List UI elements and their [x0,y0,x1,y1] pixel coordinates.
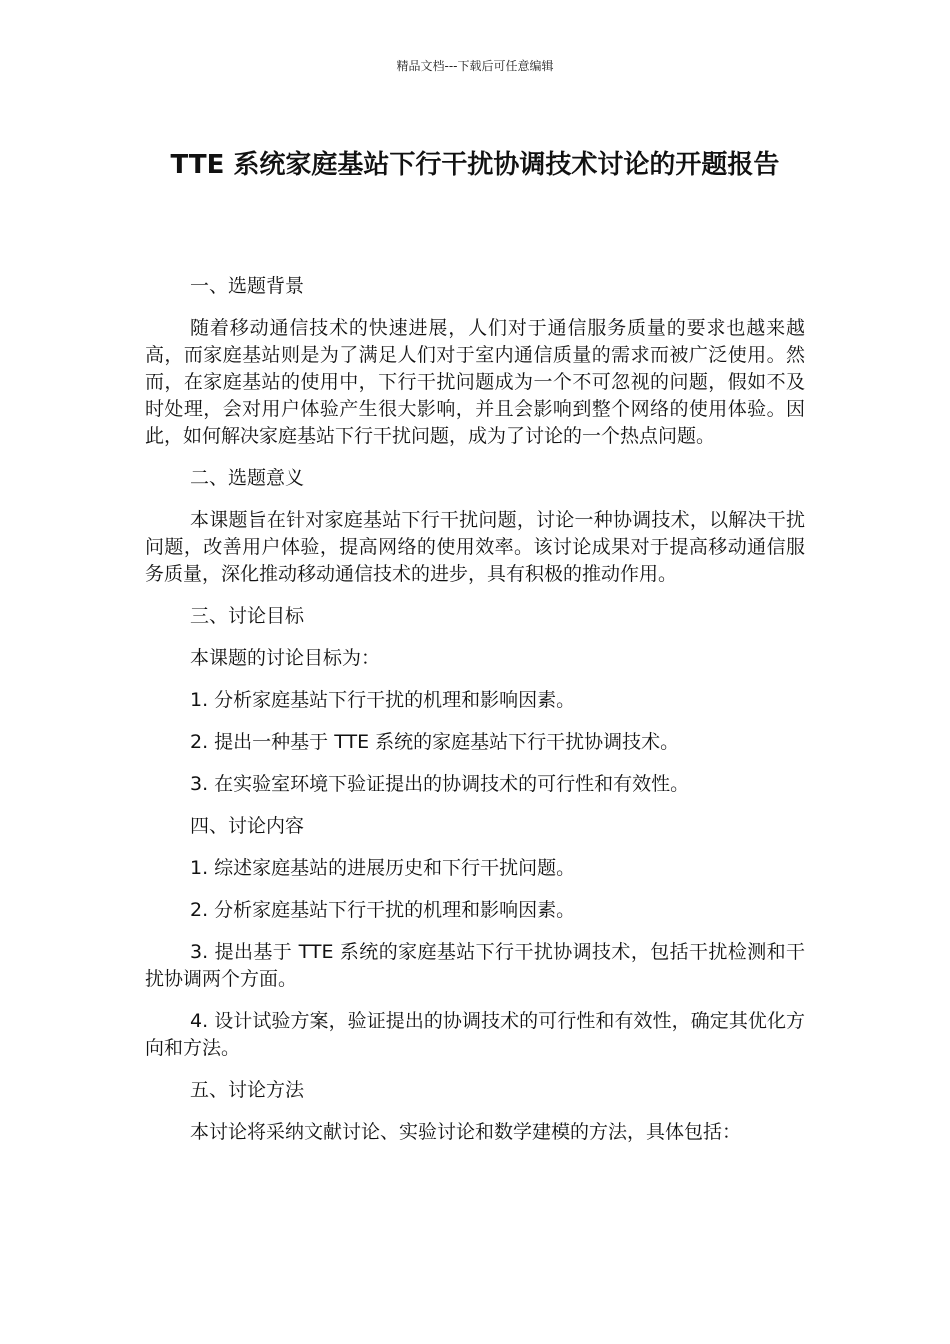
list-item-content-4: 4. 设计试验方案，验证提出的协调技术的可行性和有效性，确定其优化方向和方法。 [145,1010,805,1059]
section-heading-content: 四、讨论内容 [190,815,305,837]
paragraph-methods: 本讨论将采纳文献讨论、实验讨论和数学建模的方法，具体包括： [190,1121,742,1143]
section-heading-methods: 五、讨论方法 [190,1079,305,1101]
paragraph-goals-intro: 本课题的讨论目标为： [190,647,381,669]
list-item-content-3: 3. 提出基于 TTE 系统的家庭基站下行干扰协调技术，包括干扰检测和干扰协调两个方面。 [145,941,805,990]
section-heading-significance: 二、选题意义 [190,467,305,489]
list-item-goal-3: 3. 在实验室环境下验证提出的协调技术的可行性和有效性。 [190,773,690,795]
document-title: TTE 系统家庭基站下行干扰协调技术讨论的开题报告 [170,150,780,180]
document-body [145,273,805,1161]
section-heading-background: 一、选题背景 [190,275,305,297]
list-item-content-1: 1. 综述家庭基站的进展历史和下行干扰问题。 [190,857,576,879]
paragraph-background: 随着移动通信技术的快速进展，人们对于通信服务质量的要求也越来越高，而家庭基站则是为了满足人们对于室内通信质量的需求而被广泛使用。然而，在家庭基站的使用中，下行干扰问题成为一个不可忽视的问题，假如不及时处理，会对用户体验产生很大影响，并且会影响到整个网络的使用体验。因此，如何解决家庭基站下行干扰问题，成为了讨论的一个热点问题。 [145,317,805,447]
list-item-goal-1: 1. 分析家庭基站下行干扰的机理和影响因素。 [190,689,576,711]
list-item-goal-2: 2. 提出一种基于 TTE 系统的家庭基站下行干扰协调技术。 [190,731,680,753]
section-heading-goals: 三、讨论目标 [190,605,305,627]
paragraph-significance: 本课题旨在针对家庭基站下行干扰问题，讨论一种协调技术，以解决干扰问题，改善用户体验，提高网络的使用效率。该讨论成果对于提高移动通信服务质量，深化推动移动通信技术的进步，具有积极的推动作用。 [145,509,805,585]
list-item-content-2: 2. 分析家庭基站下行干扰的机理和影响因素。 [190,899,576,921]
page-header: 精品文档---下载后可任意编辑 [396,59,554,73]
